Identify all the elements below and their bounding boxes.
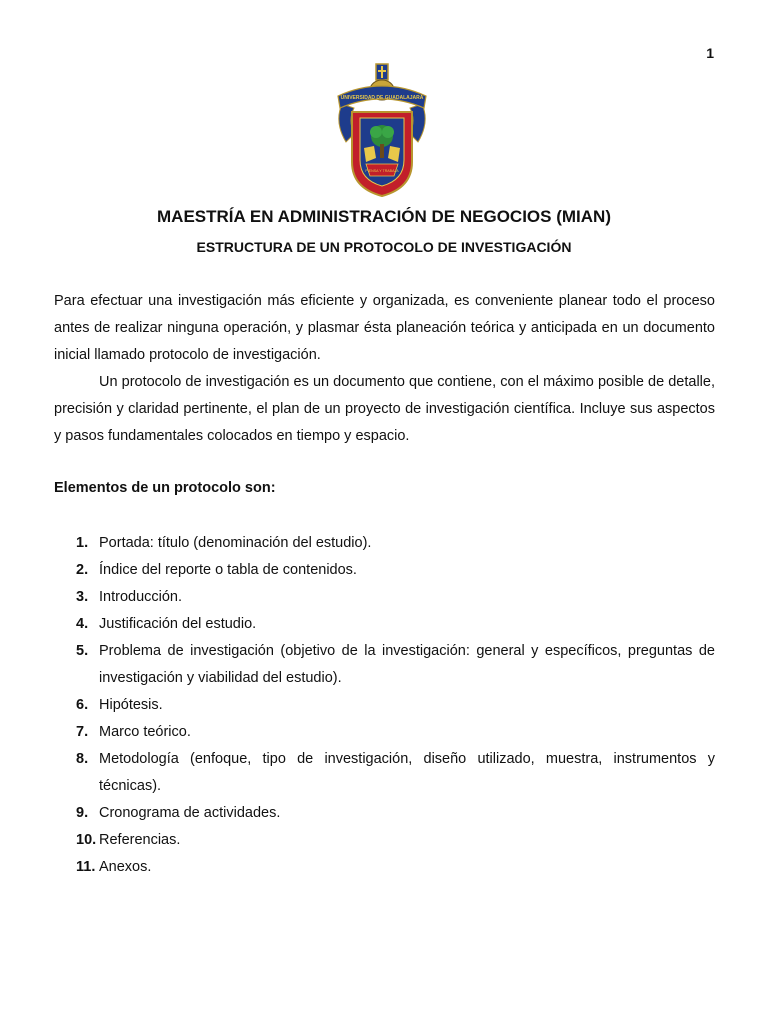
list-item-text: Hipótesis. xyxy=(99,697,163,713)
list-item-text: Problema de investigación (objetivo de la investigación: general y específicos, preguntas de investigación y viabilidad del estudio). xyxy=(99,643,715,686)
list-item-text: Anexos. xyxy=(99,859,152,875)
list-item-number: 7. xyxy=(76,724,89,740)
elements-list xyxy=(54,530,715,881)
list-item-text: Introducción. xyxy=(99,589,183,605)
list-item xyxy=(54,719,715,746)
list-item-text: Justificación del estudio. xyxy=(99,616,257,632)
list-item-text: Marco teórico. xyxy=(99,724,191,740)
university-crest-icon xyxy=(332,62,432,198)
list-item-number: 8. xyxy=(76,751,89,767)
list-item xyxy=(54,746,715,800)
list-item-number: 9. xyxy=(76,805,89,821)
list-item-number: 3. xyxy=(76,589,89,605)
page-number: 1 xyxy=(706,45,714,61)
list-item-text: Referencias. xyxy=(99,832,181,848)
list-item-number: 6. xyxy=(76,697,89,713)
list-item-text: Metodología (enfoque, tipo de investigación, diseño utilizado, muestra, instrumentos y técnicas). xyxy=(99,751,715,794)
definition-paragraph: Un protocolo de investigación es un documento que contiene, con el máximo posible de detalle, precisión y claridad pertinente, el plan de un proyecto de investigación científica. Incluye sus aspectos y pasos fundamentales colocados en tiempo y espacio. xyxy=(54,374,715,444)
list-item xyxy=(54,854,715,881)
list-item-text: Cronograma de actividades. xyxy=(99,805,281,821)
document-title: MAESTRÍA EN ADMINISTRACIÓN DE NEGOCIOS (MIAN) xyxy=(157,207,611,226)
intro-paragraph: Para efectuar una investigación más eficiente y organizada, es conveniente planear todo el proceso antes de realizar ninguna operación, y plasmar ésta planeación teórica y anticipada en un documento inicial llamado protocolo de investigación. xyxy=(54,293,715,363)
list-item-number: 1. xyxy=(76,535,89,551)
list-item-number: 5. xyxy=(76,643,89,659)
list-item xyxy=(54,530,715,557)
list-item xyxy=(54,584,715,611)
document-subtitle: ESTRUCTURA DE UN PROTOCOLO DE INVESTIGACIÓN xyxy=(196,239,572,255)
list-item xyxy=(54,638,715,692)
crest-shield-text: PIENSA Y TRABAJA xyxy=(365,169,399,173)
list-item xyxy=(54,827,715,854)
list-item xyxy=(54,557,715,584)
list-item-text: Portada: título (denominación del estudio). xyxy=(99,535,372,551)
list-item-number: 10. xyxy=(76,832,97,848)
list-item-number: 2. xyxy=(76,562,89,578)
crest-banner-text: UNIVERSIDAD DE GUADALAJARA xyxy=(340,95,424,101)
list-item-number: 4. xyxy=(76,616,89,632)
list-item xyxy=(54,611,715,638)
list-item xyxy=(54,692,715,719)
list-item-number: 11. xyxy=(76,859,96,875)
list-item-text: Índice del reporte o tabla de contenidos. xyxy=(99,562,357,578)
list-item xyxy=(54,800,715,827)
section-heading: Elementos de un protocolo son: xyxy=(54,480,276,496)
